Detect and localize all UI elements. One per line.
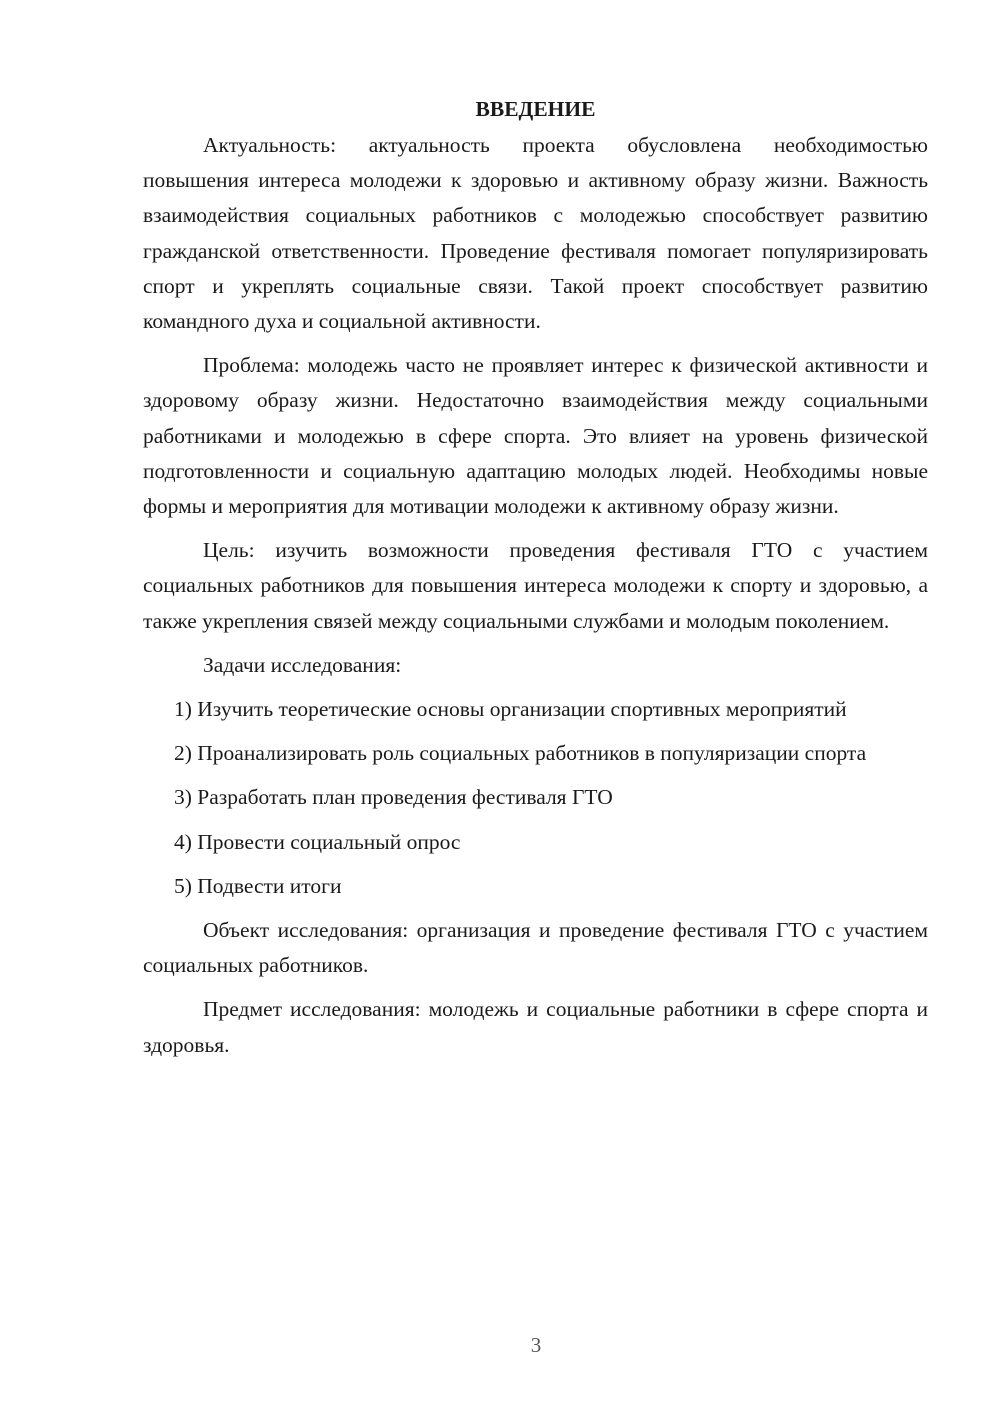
problem-paragraph: Проблема: молодежь часто не проявляет интерес к физической активности и здоровому образу жизни. Недостаточно взаимодействия между социальными работниками и молодежью в сфере спорта. Это влияет на уровень физической подготовленности и социальную адаптацию молодых людей. Необходимы новые формы и мероприятия для мотивации молодежи к активному образу жизни.	[143, 353, 928, 519]
task-item-2: 2) Проанализировать роль социальных работников в популяризации спорта	[174, 741, 867, 766]
task-item-4: 4) Провести социальный опрос	[174, 829, 461, 854]
task-item-1: 1) Изучить теоретические основы организации спортивных мероприятий	[174, 697, 847, 722]
goal-paragraph: Цель: изучить возможности проведения фестиваля ГТО с участием социальных работников для повышения интереса молодежи к спорту и здоровью, а также укрепления связей между социальными службами и молодым поколением.	[143, 538, 928, 633]
task-item-5: 5) Подвести итоги	[174, 873, 342, 898]
research-subject-paragraph: Предмет исследования: молодежь и социальные работники в сфере спорта и здоровья.	[143, 997, 928, 1057]
page-title: ВВЕДЕНИЕ	[475, 97, 596, 121]
tasks-heading: Задачи исследования:	[203, 652, 402, 677]
relevance-paragraph: Актуальность: актуальность проекта обусловлена необходимостью повышения интереса молодежи к здоровью и активному образу жизни. Важность взаимодействия социальных работников с молодежью способствует развитию гражданской ответственности. Проведение фестиваля помогает популяризировать спорт и укреплять социальные связи. Такой проект способствует развитию командного духа и социальной активности.	[143, 133, 928, 334]
task-item-3: 3) Разработать план проведения фестиваля ГТО	[174, 785, 613, 810]
document-page	[143, 92, 928, 1072]
page-number: 3	[530, 1333, 542, 1357]
research-object-paragraph: Объект исследования: организация и проведение фестиваля ГТО с участием социальных работников.	[143, 918, 928, 978]
